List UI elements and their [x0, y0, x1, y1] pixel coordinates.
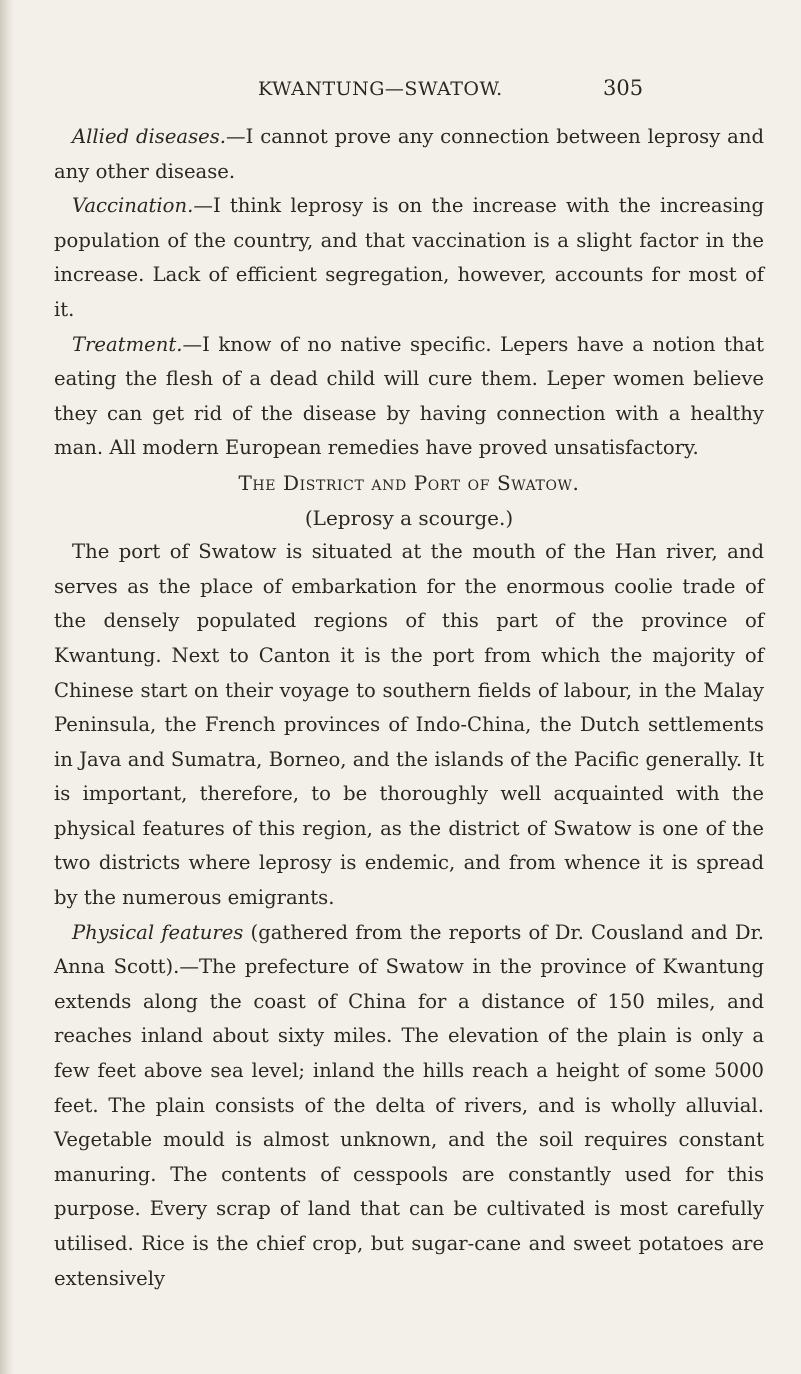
lead-vaccination: Vaccination.	[72, 194, 194, 218]
lead-treatment: Treatment.	[72, 332, 183, 356]
lead-physical-features: Physical features	[72, 920, 244, 944]
body-text	[54, 120, 764, 1296]
lead-allied-diseases: Allied diseases.	[72, 125, 227, 148]
section-heading: The District and Port of Swatow.	[238, 470, 580, 495]
paragraph-treatment	[54, 328, 764, 466]
text-physical-features: (gathered from the reports of Dr. Cousland and Dr. Anna Scott).—The prefecture of Swatow in the province of Kwantung extends along the coast of China for a distance of 150 miles, and reaches inland about sixty miles. The elevation of the plain is only a few feet above sea level; inland the hills reach a height of some 5000 feet. The plain consists of the delta of rivers, and is wholly alluvial. Vegetable mould is almost unknown, and the soil requires constant manuring. The contents of cesspools are constantly used for this purpose. Every scrap of land that can be cultivated is most carefully utilised. Rice is the chief crop, but sugar-cane and sweet potatoes are extensively	[54, 920, 764, 1290]
text-treatment: —I know of no native specific. Lepers have a notion that eating the flesh of a dead child will cure them. Leper women believe they can get rid of the disease by having connection with a healthy man. All modern European remedies have proved unsatisfactory.	[54, 332, 764, 460]
running-title: KWANTUNG—SWATOW.	[258, 78, 503, 100]
paragraph-vaccination	[54, 189, 764, 327]
text-vaccination: —I think leprosy is on the increase with the increasing population of the country, and that vaccination is a slight factor in the increase. Lack of efficient segregation, however, accounts for most of it.	[54, 194, 764, 321]
section-subheading: (Leprosy a scourge.)	[304, 505, 514, 530]
running-head	[0, 78, 801, 108]
paragraph-physical-features	[54, 916, 764, 1297]
page-number: 305	[603, 76, 644, 100]
text-port-of-swatow: The port of Swatow is situated at the mouth of the Han river, and serves as the place of embarkation for the enormous coolie trade of the densely populated regions of this part of the province of Kwantung. Next to Canton it is the port from which the majority of Chinese start on their voyage to southern fields of labour, in the Malay Peninsula, the French provinces of Indo-China, the Dutch settlements in Java and Sumatra, Borneo, and the islands of the Pacific generally. It is important, therefore, to be thoroughly well acquainted with the physical features of this region, as the district of Swatow is one of the two districts where leprosy is endemic, and from whence it is spread by the numerous emigrants.	[54, 540, 764, 910]
text-allied-diseases: —I cannot prove any connection between leprosy and any other disease.	[54, 125, 764, 183]
page-edge-shadow	[0, 0, 14, 1374]
paragraph-allied-diseases	[54, 120, 764, 189]
paragraph-port-of-swatow	[54, 535, 764, 916]
